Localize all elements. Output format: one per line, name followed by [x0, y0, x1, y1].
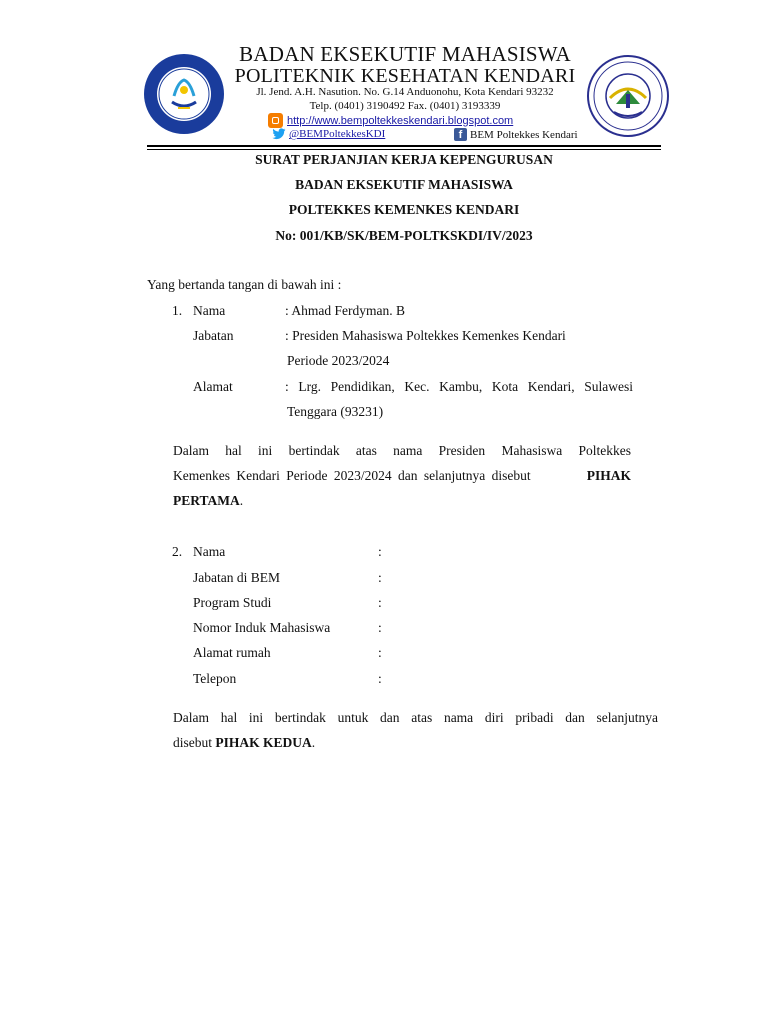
blogger-icon [268, 113, 283, 128]
party1-paragraph-line2 [173, 468, 631, 484]
party1-paragraph-line3 [173, 493, 243, 509]
party2-label-prodi: Program Studi [193, 595, 272, 610]
party2-label-nama: Nama [193, 544, 226, 559]
doc-title-line2: BADAN EKSEKUTIF MAHASISWA [295, 177, 513, 192]
party2-colon-prodi: : [378, 595, 382, 610]
party1-value-jabatan: : Presiden Mahasiswa Poltekkes Kemenkes Kendari [285, 328, 566, 343]
party2-colon-nama: : [378, 544, 382, 559]
party1-label-jabatan: Jabatan [193, 328, 234, 343]
party1-period: . [239, 493, 244, 508]
party2-label-alamat: Alamat rumah [193, 645, 271, 660]
facebook-page[interactable]: BEM Poltekkes Kendari [470, 128, 578, 141]
party1-value-alamat: : Lrg. Pendidikan, Kec. Kambu, Kota Kendari, Sulawesi [285, 379, 633, 394]
doc-number: No: 001/KB/SK/BEM-POLTKSKDI/IV/2023 [275, 228, 533, 243]
letterhead-rule-thick [147, 145, 661, 147]
party2-paragraph-line2-text: disebut [173, 735, 212, 750]
website-row [268, 113, 513, 128]
twitter-handle[interactable]: @BEMPoltekkesKDI [289, 128, 386, 140]
website-link[interactable]: http://www.bempoltekkeskendari.blogspot.com [287, 114, 514, 127]
party2-pihak-kedua-label: PIHAK KEDUA [215, 735, 312, 750]
party2-period: . [311, 735, 316, 750]
org-name-line2: POLITEKNIK KESEHATAN KENDARI [234, 65, 576, 87]
party1-value-jabatan-cont: Periode 2023/2024 [287, 353, 390, 368]
party2-colon-alamat: : [378, 645, 382, 660]
party2-label-jabatan: Jabatan di BEM [193, 570, 280, 585]
party2-colon-jabatan: : [378, 570, 382, 585]
party1-pertama-label: PERTAMA [173, 493, 240, 508]
org-name-line1: BADAN EKSEKUTIF MAHASISWA [239, 42, 571, 66]
party1-value-nama: : Ahmad Ferdyman. B [285, 303, 405, 318]
party1-label-nama: Nama [193, 303, 226, 318]
party1-label-alamat: Alamat [193, 379, 233, 394]
org-phone: Telp. (0401) 3190492 Fax. (0401) 3193339 [309, 100, 501, 112]
party2-number: 2. [172, 544, 183, 559]
party1-number: 1. [172, 303, 183, 318]
twitter-row [272, 128, 385, 140]
letterhead-rule-thin [147, 149, 661, 150]
twitter-icon [272, 128, 286, 140]
party2-colon-telepon: : [378, 671, 382, 686]
intro-text: Yang bertanda tangan di bawah ini : [147, 277, 342, 292]
party1-paragraph-line2-text: Kemenkes Kendari Periode 2023/2024 dan selanjutnya disebut [173, 468, 531, 483]
doc-title-line3: POLTEKKES KEMENKES KENDARI [288, 202, 520, 217]
party1-paragraph-line1: Dalam hal ini bertindak atas nama Presiden Mahasiswa Poltekkes [173, 443, 631, 458]
party2-label-telepon: Telepon [193, 671, 237, 686]
org-address: Jl. Jend. A.H. Nasution. No. G.14 Anduonohu, Kota Kendari 93232 [256, 86, 554, 98]
party1-pihak-label: PIHAK [586, 468, 631, 483]
party2-paragraph-line2 [173, 735, 315, 751]
party2-paragraph-line1: Dalam hal ini bertindak untuk dan atas nama diri pribadi dan selanjutnya [173, 710, 658, 725]
party2-label-nim: Nomor Induk Mahasiswa [193, 620, 331, 635]
facebook-row [454, 128, 578, 141]
party2-colon-nim: : [378, 620, 382, 635]
facebook-icon: f [454, 128, 467, 141]
doc-title-line1: SURAT PERJANJIAN KERJA KEPENGURUSAN [255, 152, 553, 167]
party1-value-alamat-cont: Tenggara (93231) [287, 404, 384, 419]
